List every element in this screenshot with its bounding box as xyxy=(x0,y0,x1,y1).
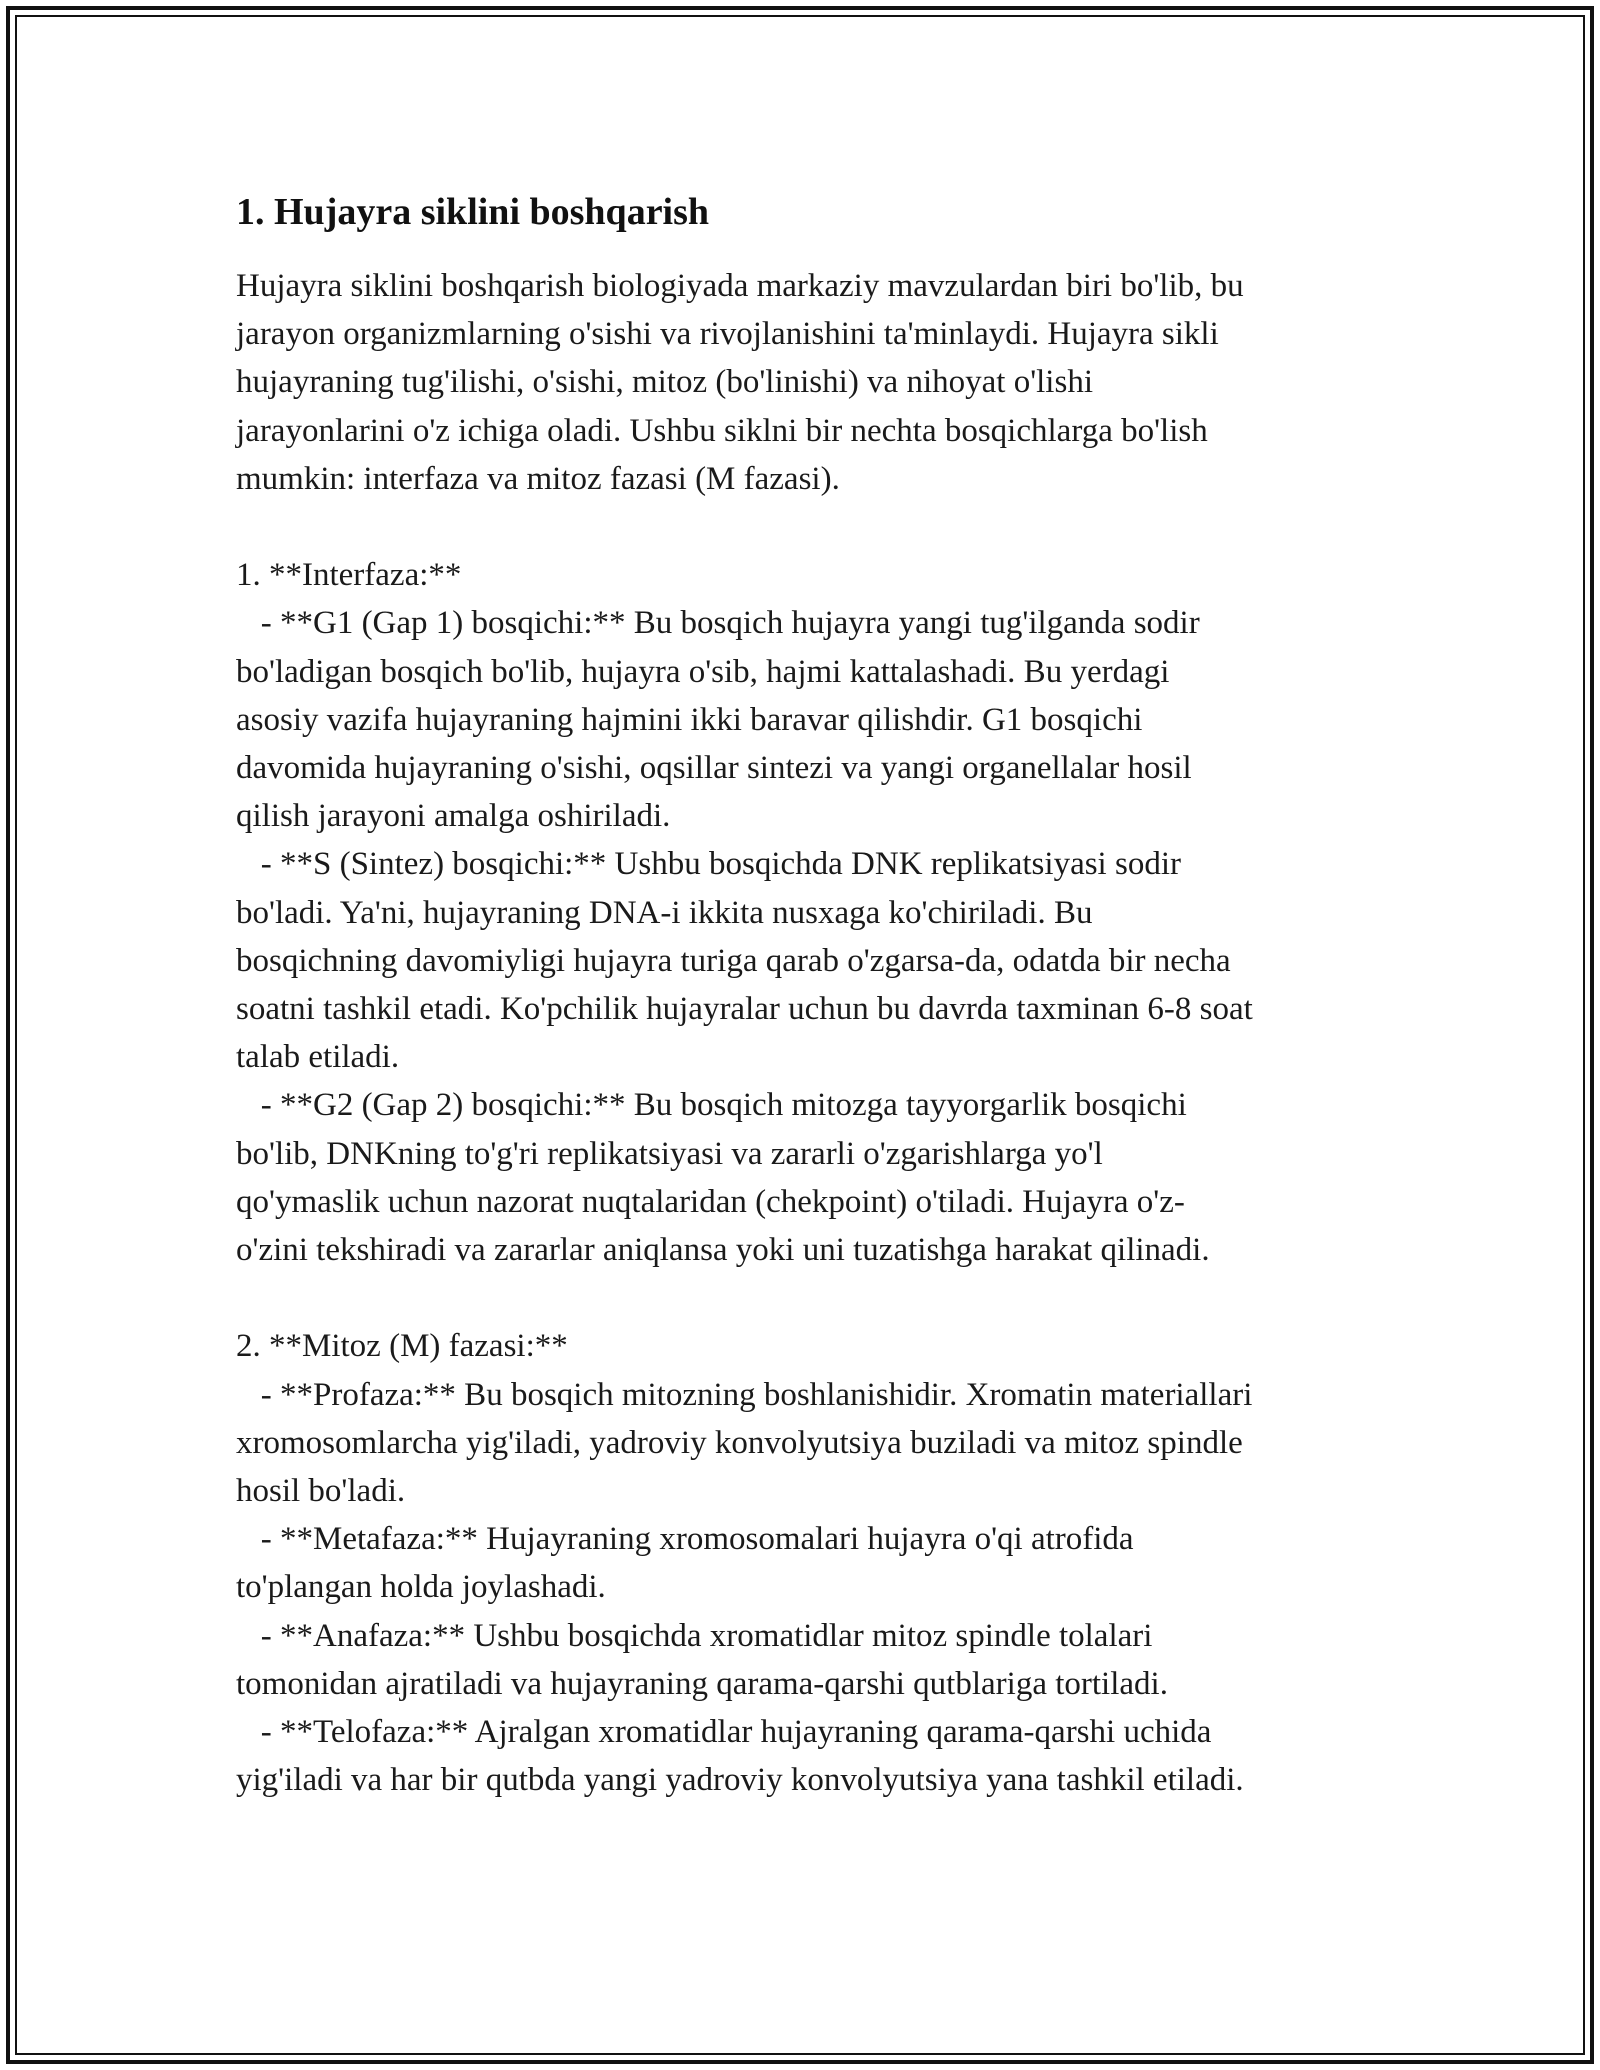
document-title: 1. Hujayra siklini boshqarish xyxy=(236,191,710,233)
document-page xyxy=(236,186,1396,1805)
document-body-text: Hujayra siklini boshqarish biologiyada markaziy mavzulardan biri bo'lib, bu jarayon organizmlarning o'sishi va rivojlanishini ta'minlaydi. Hujayra sikli hujayraning tug'ilishi, o'sishi, mitoz (bo'linishi) va nihoyat o'lishi jarayonlarini o'z ichiga oladi. Ushbu siklni bir nechta bosqichlarga bo'lish mumkin: interfaza va mitoz fazasi (M fazasi). 1. **Interfaza:** - **G1 (Gap 1) bosqichi:** Bu bosqich hujayra yangi tug'ilganda sodir bo'ladigan bosqich bo'lib, hujayra o'sib, hajmi kattalashadi. Bu yerdagi asosiy vazifa hujayraning hajmini ikki baravar qilishdir. G1 bosqichi davomida hujayraning o'sishi, oqsillar sintezi va yangi organellalar hosil qilish jarayoni amalga oshiriladi. - **S (Sintez) bosqichi:** Ushbu bosqichda DNK replikatsiyasi sodir bo'ladi. Ya'ni, hujayraning DNA-i ikkita nusxaga ko'chiriladi. Bu bosqichning davomiyligi hujayra turiga qarab o'zgarsa-da, odatda bir necha soatni tashkil etadi. Ko'pchilik hujayralar uchun bu davrda taxminan 6-8 soat talab etiladi. - **G2 (Gap 2) bosqichi:** Bu bosqich mitozga tayyorgarlik bosqichi bo'lib, DNKning to'g'ri replikatsiyasi va zararli o'zgarishlarga yo'l qo'ymaslik uchun nazorat nuqtalaridan (chekpoint) o'tiladi. Hujayra o'z- o'zini tekshiradi va zararlar aniqlansa yoki uni tuzatishga harakat qilinadi. 2. **Mitoz (M) fazasi:** - **Profaza:** Bu bosqich mitozning boshlanishidir. Xromatin materiallari xromosomlarcha yig'iladi, yadroviy konvolyutsiya buziladi va mitoz spindle hosil bo'ladi. - **Metafaza:** Hujayraning xromosomalari hujayra o'qi atrofida to'plangan holda joylashadi. - **Anafaza:** Ushbu bosqichda xromatidlar mitoz spindle tolalari tomonidan ajratiladi va hujayraning qarama-qarshi qutblariga tortiladi. - **Telofaza:** Ajralgan xromatidlar hujayraning qarama-qarshi uchida yig'iladi va har bir qutbda yangi yadroviy konvolyutsiya yana tashkil etiladi. xyxy=(236,268,1253,1799)
